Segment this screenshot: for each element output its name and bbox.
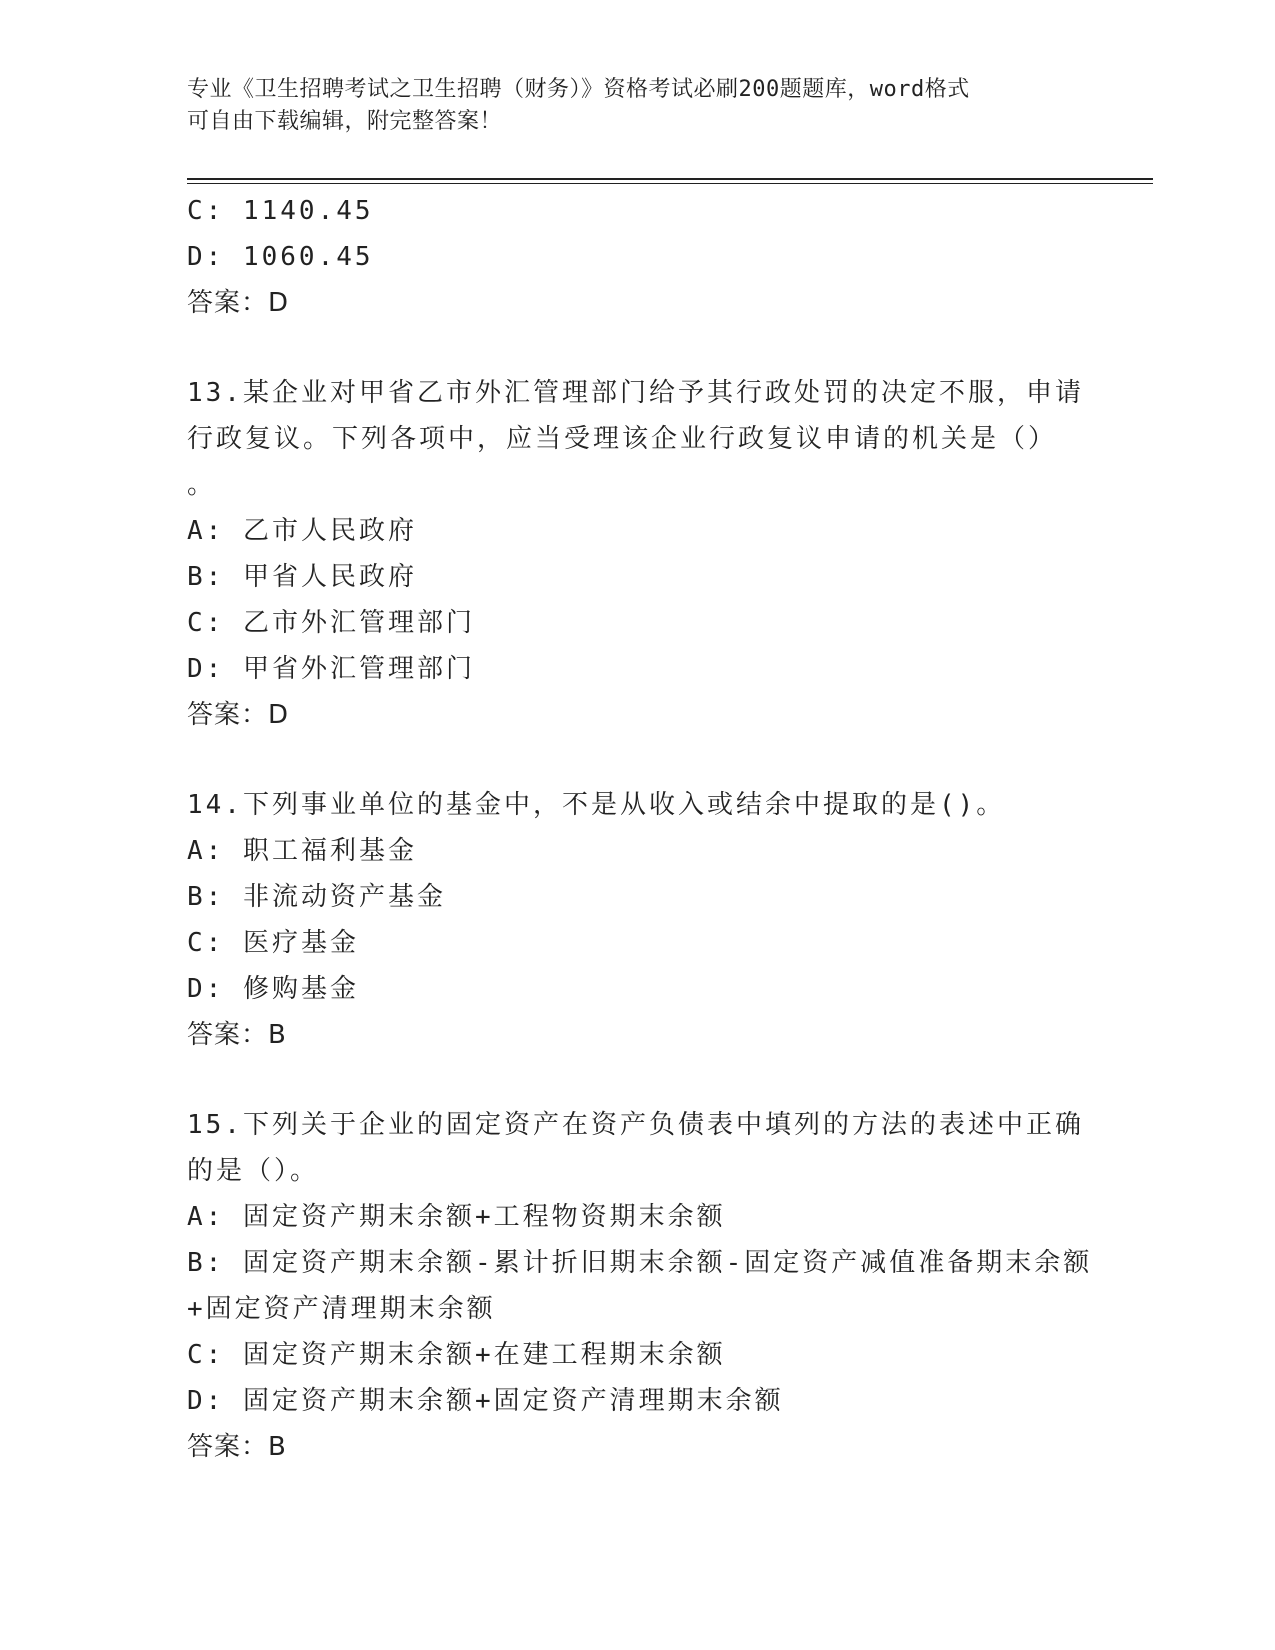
header-line-1: 专业《卫生招聘考试之卫生招聘（财务）》资格考试必刷200题题库，word格式 bbox=[187, 77, 970, 102]
question-stem-line: 13.某企业对甲省乙市外汇管理部门给予其行政处罚的决定不服，申请 bbox=[187, 378, 1084, 408]
spacer bbox=[187, 738, 1087, 782]
option-b: B: 甲省人民政府 bbox=[187, 562, 417, 592]
question-13 bbox=[187, 370, 1087, 738]
spacer bbox=[187, 326, 1087, 370]
document-header bbox=[187, 74, 1067, 138]
option-c: C: 乙市外汇管理部门 bbox=[187, 608, 475, 638]
answer-line: 答案：B bbox=[187, 1432, 287, 1462]
option-c: C: 固定资产期末余额+在建工程期末余额 bbox=[187, 1340, 726, 1370]
question-stem-line: 15.下列关于企业的固定资产在资产负债表中填列的方法的表述中正确 bbox=[187, 1110, 1084, 1140]
question-stem-line: 的是（）。 bbox=[187, 1156, 320, 1186]
option-d: D: 修购基金 bbox=[187, 974, 359, 1004]
prev-question-block bbox=[187, 188, 1087, 326]
header-line-2: 可自由下载编辑，附完整答案！ bbox=[187, 109, 503, 134]
question-15 bbox=[187, 1102, 1093, 1470]
option-a: A: 乙市人民政府 bbox=[187, 516, 417, 546]
question-stem-line: 。 bbox=[187, 470, 217, 500]
option-b-continued: +固定资产清理期末余额 bbox=[187, 1294, 496, 1324]
spacer bbox=[187, 1058, 1087, 1102]
option-d: D: 固定资产期末余额+固定资产清理期末余额 bbox=[187, 1386, 784, 1416]
option-a: A: 固定资产期末余额+工程物资期末余额 bbox=[187, 1202, 726, 1232]
option-d: D: 甲省外汇管理部门 bbox=[187, 654, 475, 684]
option-c: C: 医疗基金 bbox=[187, 928, 359, 958]
answer-line: 答案：D bbox=[187, 700, 290, 730]
question-stem-line: 行政复议。下列各项中，应当受理该企业行政复议申请的机关是（） bbox=[187, 424, 1058, 454]
header-divider-thin bbox=[187, 183, 1153, 184]
option-b: B: 非流动资产基金 bbox=[187, 882, 446, 912]
header-divider-thick bbox=[187, 178, 1153, 180]
answer-line: 答案：B bbox=[187, 1020, 287, 1050]
question-content bbox=[187, 188, 1093, 1470]
option-c: C: 1140.45 bbox=[187, 196, 374, 226]
option-a: A: 职工福利基金 bbox=[187, 836, 417, 866]
answer-line: 答案：D bbox=[187, 288, 290, 318]
option-d: D: 1060.45 bbox=[187, 242, 374, 272]
question-stem-line: 14.下列事业单位的基金中，不是从收入或结余中提取的是()。 bbox=[187, 790, 1006, 820]
question-14 bbox=[187, 782, 1087, 1058]
option-b: B: 固定资产期末余额-累计折旧期末余额-固定资产减值准备期末余额 bbox=[187, 1248, 1093, 1278]
